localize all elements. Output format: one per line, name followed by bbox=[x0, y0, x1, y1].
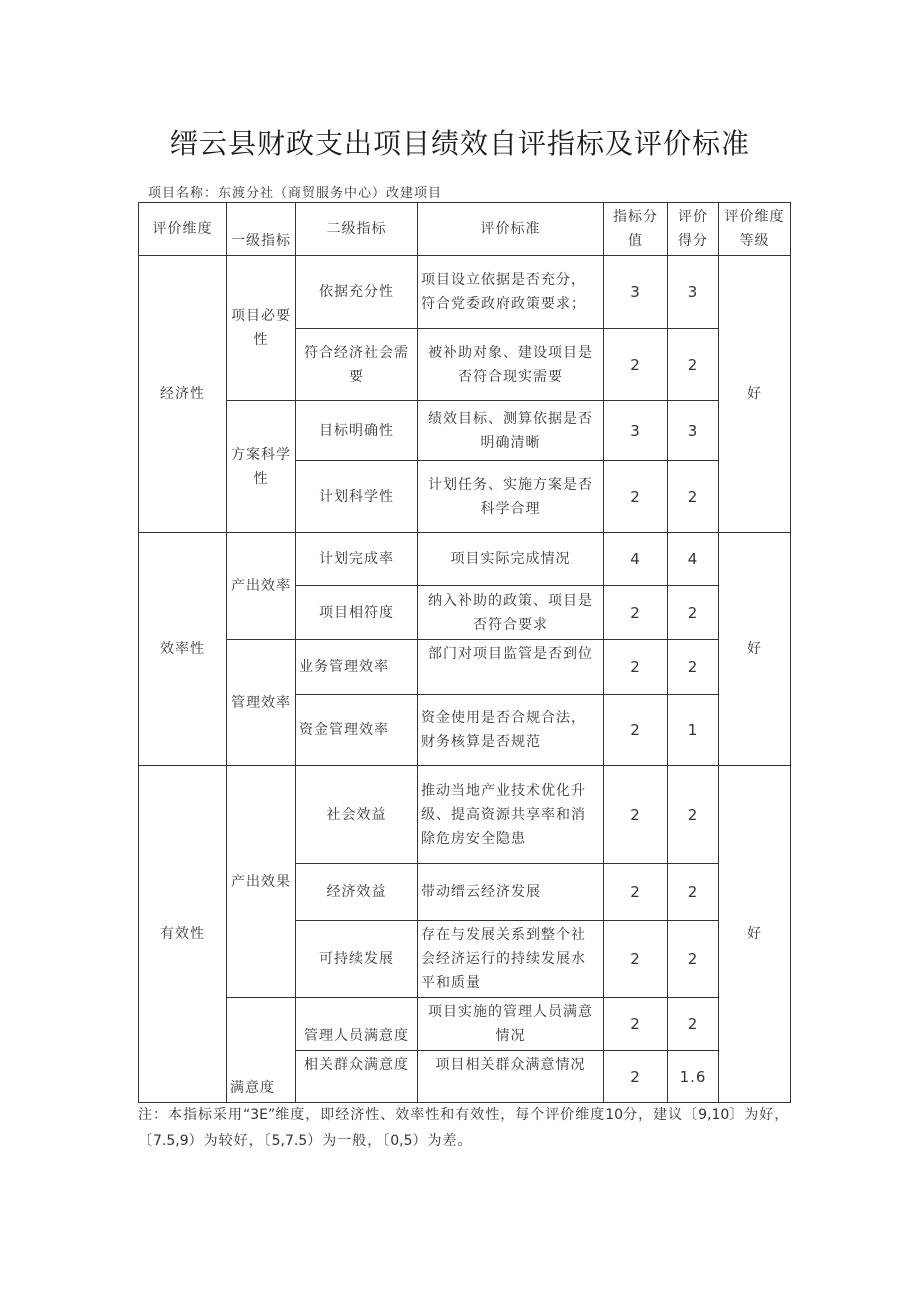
score-cell: 1.6 bbox=[668, 1051, 719, 1103]
note-model: “3E” bbox=[243, 1107, 276, 1123]
max-score-cell: 2 bbox=[604, 329, 668, 401]
grade-cell: 好 bbox=[719, 766, 791, 1103]
level1-cell: 产出效率 bbox=[227, 533, 296, 640]
note-range-fairly-good: 7.5,9 bbox=[153, 1133, 189, 1149]
criteria-cell: 项目相关群众满意情况 bbox=[418, 1051, 604, 1103]
level2-cell: 计划科学性 bbox=[296, 461, 418, 533]
criteria-cell: 资金使用是否合规合法，财务核算是否规范 bbox=[418, 695, 604, 766]
score-cell: 3 bbox=[668, 401, 719, 461]
criteria-cell: 带动缙云经济发展 bbox=[418, 864, 604, 921]
table-header-row bbox=[139, 203, 791, 256]
level2-cell: 可持续发展 bbox=[296, 921, 418, 998]
header-score: 评价得分 bbox=[668, 203, 719, 256]
page-title: 缙云县财政支出项目绩效自评指标及评价标准 bbox=[169, 127, 750, 160]
dimension-cell: 效率性 bbox=[139, 533, 227, 766]
level1-cell: 产出效果 bbox=[227, 766, 296, 998]
header-max-score: 指标分值 bbox=[604, 203, 668, 256]
max-score-cell: 4 bbox=[604, 533, 668, 586]
criteria-cell: 绩效目标、测算依据是否明确清晰 bbox=[418, 401, 604, 461]
criteria-cell: 纳入补助的政策、项目是否符合要求 bbox=[418, 586, 604, 640]
criteria-cell: 被补助对象、建设项目是否符合现实需要 bbox=[418, 329, 604, 401]
score-cell: 4 bbox=[668, 533, 719, 586]
score-cell: 2 bbox=[668, 921, 719, 998]
max-score-cell: 2 bbox=[604, 695, 668, 766]
score-cell: 2 bbox=[668, 766, 719, 864]
criteria-cell: 项目实际完成情况 bbox=[418, 533, 604, 586]
level2-cell: 相关群众满意度 bbox=[296, 1051, 418, 1103]
level2-cell: 资金管理效率 bbox=[296, 695, 418, 766]
table-row bbox=[139, 766, 791, 864]
dimension-cell: 经济性 bbox=[139, 256, 227, 533]
score-cell: 2 bbox=[668, 864, 719, 921]
level2-cell: 管理人员满意度 bbox=[296, 998, 418, 1051]
max-score-cell: 2 bbox=[604, 766, 668, 864]
level2-cell: 目标明确性 bbox=[296, 401, 418, 461]
table-row bbox=[139, 998, 791, 1051]
note-text: 维度，即经济性、效率性和有效性，每个评价维度 bbox=[275, 1107, 606, 1123]
score-cell: 1 bbox=[668, 695, 719, 766]
score-cell: 2 bbox=[668, 640, 719, 695]
criteria-cell: 存在与发展关系到整个社会经济运行的持续发展水平和质量 bbox=[418, 921, 604, 998]
level2-cell: 经济效益 bbox=[296, 864, 418, 921]
table-row bbox=[139, 640, 791, 695]
score-cell: 2 bbox=[668, 461, 719, 533]
evaluation-table bbox=[138, 202, 791, 1103]
note-points: 10 bbox=[605, 1107, 624, 1123]
note-range-poor: 0,5 bbox=[390, 1133, 413, 1149]
header-level2: 二级指标 bbox=[296, 203, 418, 256]
criteria-cell: 计划任务、实施方案是否科学合理 bbox=[418, 461, 604, 533]
note-text: ）为较好，〔 bbox=[188, 1133, 272, 1149]
score-cell: 2 bbox=[668, 998, 719, 1051]
note-text: ）为差。 bbox=[412, 1133, 473, 1149]
note-text: 分，建议〔 bbox=[623, 1107, 699, 1123]
level2-cell: 符合经济社会需要 bbox=[296, 329, 418, 401]
criteria-cell: 项目设立依据是否充分，符合党委政府政策要求； bbox=[418, 256, 604, 329]
project-name: 项目名称：东渡分社（商贸服务中心）改建项目 bbox=[148, 186, 443, 201]
max-score-cell: 2 bbox=[604, 1051, 668, 1103]
level1-cell: 项目必要性 bbox=[227, 256, 296, 401]
max-score-cell: 3 bbox=[604, 401, 668, 461]
score-cell: 2 bbox=[668, 329, 719, 401]
max-score-cell: 2 bbox=[604, 921, 668, 998]
max-score-cell: 3 bbox=[604, 256, 668, 329]
header-dimension: 评价维度 bbox=[139, 203, 227, 256]
max-score-cell: 2 bbox=[604, 640, 668, 695]
dimension-cell: 有效性 bbox=[139, 766, 227, 1103]
header-criteria: 评价标准 bbox=[418, 203, 604, 256]
max-score-cell: 2 bbox=[604, 864, 668, 921]
level1-cell: 满意度 bbox=[227, 998, 296, 1103]
score-cell: 2 bbox=[668, 586, 719, 640]
note-range-average: 5,7.5 bbox=[271, 1133, 308, 1149]
footnote bbox=[138, 1102, 838, 1154]
grade-cell: 好 bbox=[719, 256, 791, 533]
max-score-cell: 2 bbox=[604, 461, 668, 533]
score-cell: 3 bbox=[668, 256, 719, 329]
header-level1: 一级指标 bbox=[227, 203, 296, 256]
max-score-cell: 2 bbox=[604, 998, 668, 1051]
grade-cell: 好 bbox=[719, 533, 791, 766]
max-score-cell: 2 bbox=[604, 586, 668, 640]
criteria-cell: 推动当地产业技术优化升级、提高资源共享率和消除危房安全隐患 bbox=[418, 766, 604, 864]
header-grade: 评价维度等级 bbox=[719, 203, 791, 256]
note-text: 〕为好，〔 bbox=[138, 1107, 790, 1149]
level2-cell: 项目相符度 bbox=[296, 586, 418, 640]
criteria-cell: 项目实施的管理人员满意情况 bbox=[418, 998, 604, 1051]
level2-cell: 社会效益 bbox=[296, 766, 418, 864]
note-text: 注：本指标采用 bbox=[138, 1107, 243, 1123]
level1-cell: 方案科学性 bbox=[227, 401, 296, 533]
level2-cell: 计划完成率 bbox=[296, 533, 418, 586]
criteria-cell: 部门对项目监管是否到位 bbox=[418, 640, 604, 695]
note-text: ）为一般，〔 bbox=[307, 1133, 391, 1149]
table-row bbox=[139, 533, 791, 586]
table-row bbox=[139, 401, 791, 461]
level1-cell: 管理效率 bbox=[227, 640, 296, 766]
note-range-good: 9,10 bbox=[698, 1107, 730, 1123]
level2-cell: 依据充分性 bbox=[296, 256, 418, 329]
table-row bbox=[139, 256, 791, 329]
level2-cell: 业务管理效率 bbox=[296, 640, 418, 695]
